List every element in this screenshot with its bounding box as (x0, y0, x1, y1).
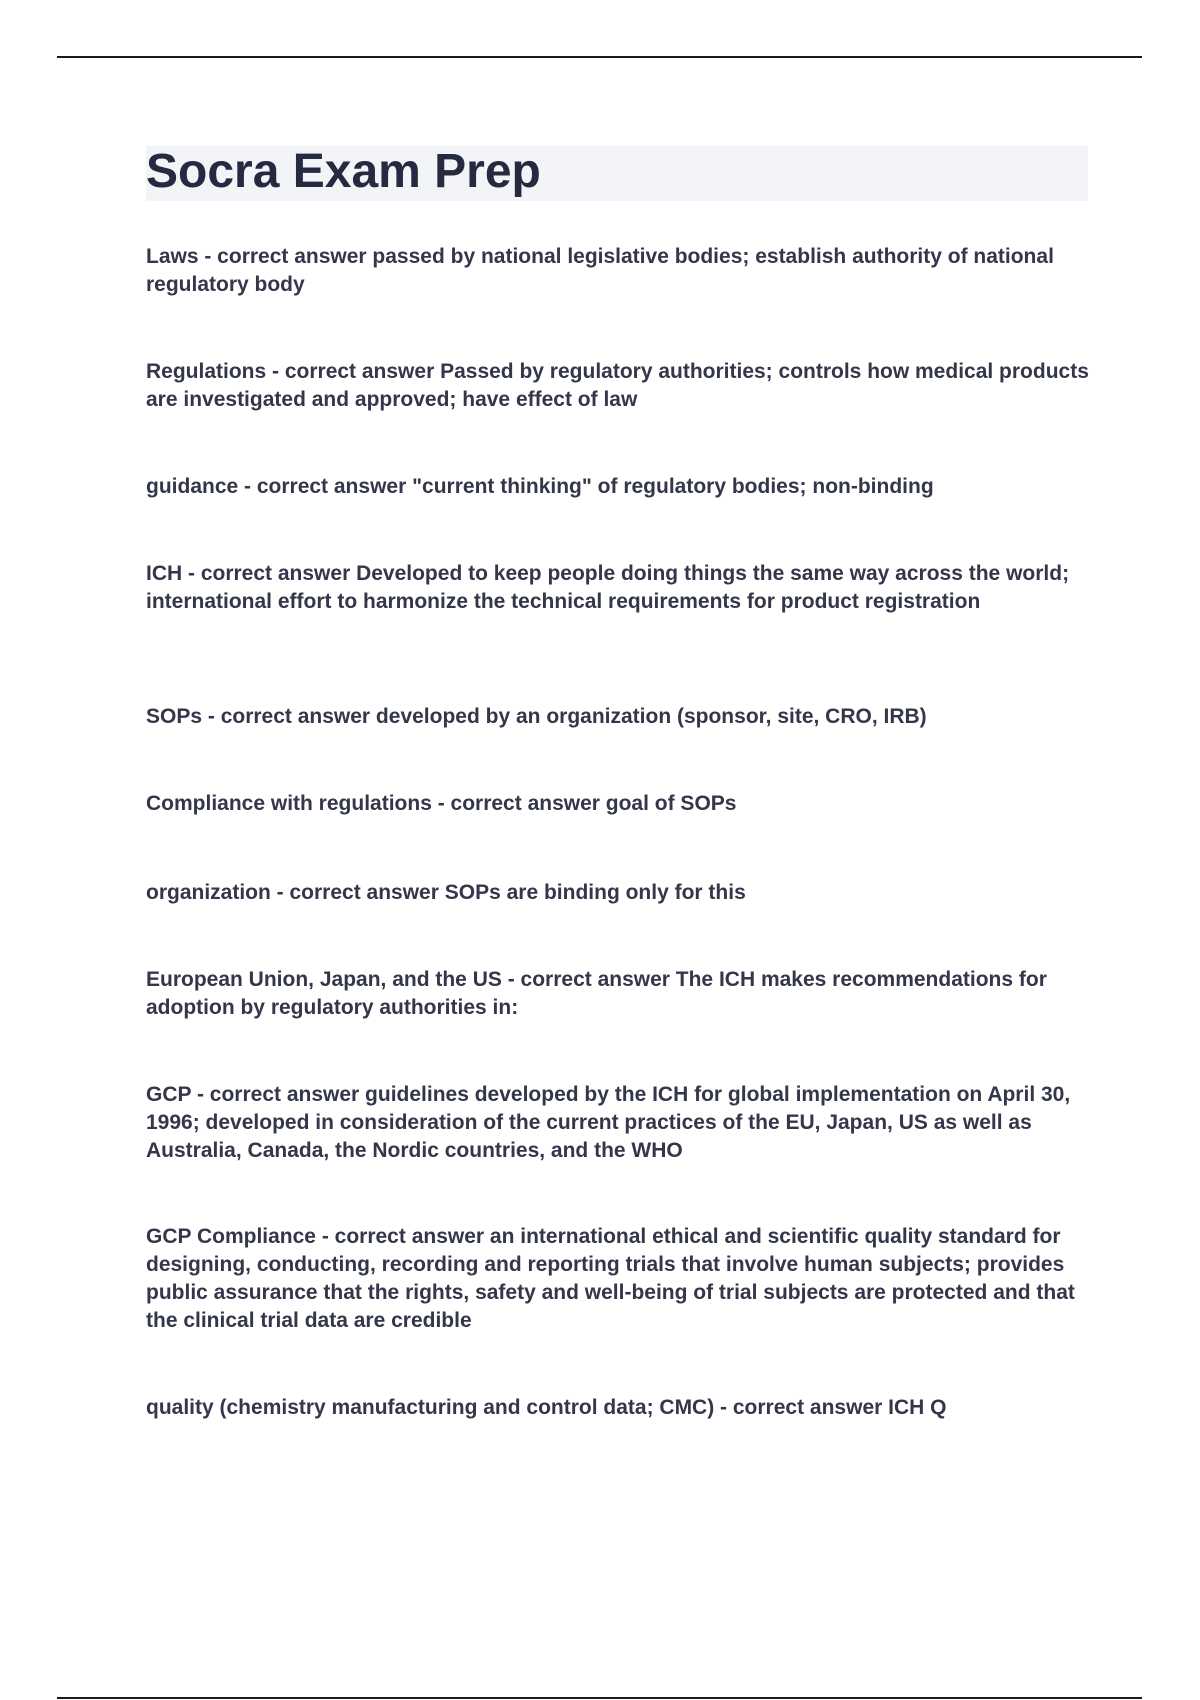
entry-compliance-with-regulations: Compliance with regulations - correct answer goal of SOPs (146, 792, 737, 815)
entry-gcp: GCP - correct answer guidelines developed by the ICH for global implementation on April 30, 1996; developed in consideration of the current practices of the EU, Japan, US as well as Australia, Canada, the Nordic countries, and the WHO (146, 1083, 1071, 1162)
entry-regulations: Regulations - correct answer Passed by regulatory authorities; controls how medical products are investigated and approved; have effect of law (146, 360, 1089, 411)
entry-organization: organization - correct answer SOPs are binding only for this (146, 881, 746, 904)
entry-sops: SOPs - correct answer developed by an organization (sponsor, site, CRO, IRB) (146, 705, 927, 728)
bottom-rule (57, 1697, 1142, 1699)
page-title: Socra Exam Prep (146, 145, 541, 198)
entry-guidance: guidance - correct answer "current thinking" of regulatory bodies; non-binding (146, 475, 934, 498)
top-rule (57, 56, 1142, 58)
entry-ich: ICH - correct answer Developed to keep people doing things the same way across the world; international effort to harmonize the technical requirements for product registration (146, 562, 1070, 613)
entry-gcp-compliance: GCP Compliance - correct answer an international ethical and scientific quality standard for designing, conducting, recording and reporting trials that involve human subjects; provides public assurance that the rights, safety and well-being of trial subjects are protected and that the clinical trial data are credible (146, 1225, 1075, 1332)
entry-laws: Laws - correct answer passed by national legislative bodies; establish authority of national regulatory body (146, 245, 1054, 296)
entry-eu-japan-us: European Union, Japan, and the US - correct answer The ICH makes recommendations for adoption by regulatory authorities in: (146, 968, 1047, 1019)
entry-quality-cmc: quality (chemistry manufacturing and control data; CMC) - correct answer ICH Q (146, 1396, 947, 1419)
